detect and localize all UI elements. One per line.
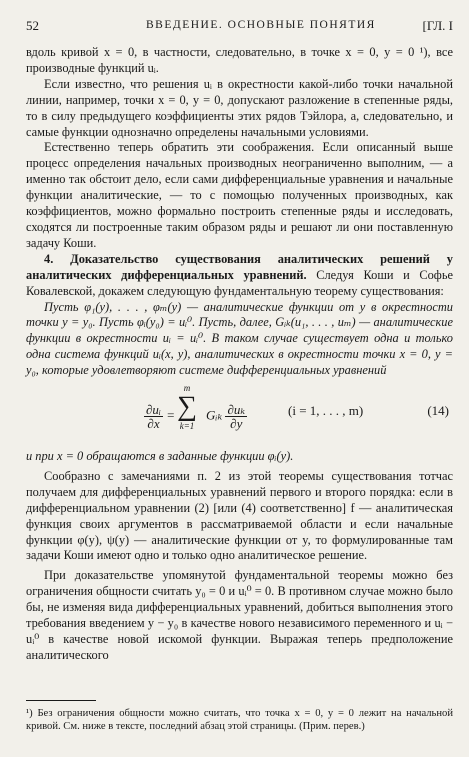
sum-sign: ∑ [177,391,197,423]
equation-number: (14) [427,403,449,419]
paragraph-5: При доказательстве упомянутой фундаментальной теоремы можно без ограничения общности считать y₀ = 0 и uᵢ⁰ = 0. В противном случае можно было бы, не изменяя вида дифференциальных уравнений, добиться выполнения этого требования введением y − y₀ в качестве нового независимого переменного и uᵢ − uᵢ⁰ в качестве новой искомой функции. Выражая теперь предположение аналитического [26,568,453,662]
lhs-numerator: ∂uᵢ [146,402,161,418]
theorem-end: и при x = 0 обращаются в заданные функции φᵢ(y). [26,449,294,464]
sum-lower: k=1 [179,421,195,432]
sum-upper: m [183,383,191,394]
formula-lhs [144,403,175,430]
chapter-label: [ГЛ. I [422,18,453,33]
paragraph-2: Если известно, что решения uᵢ в окрестности какой-либо точки начальной линии, например, точки x = 0, y = 0, допускают разложение в степенные ряды, то в силу предыдущего коэффициенты этих рядов Тэйлора, а, следовательно, и самые функции однозначно определены начальными условиями. [26,76,453,139]
section-intro: Следуя Коши и Софье Ковалевской, докажем следующую фундаментальную теорему существования: [26,267,453,298]
equation-14 [26,383,453,447]
lhs-fraction [144,403,163,430]
page-number: 52 [26,18,39,33]
index-condition: (i = 1, . . . , m) [288,403,364,419]
theorem-statement: Пусть φ₁(y), . . . , φₘ(y) — аналитические функции от y в окрестности точки y = y₀. Пусть φᵢ(y₀) = uᵢ⁰. Пусть, далее, Gᵢₖ(u₁, . . . , uₘ) — аналитические функции в окрестности uᵢ = uᵢ⁰. В таком случае существует одна и только одна система функций uᵢ(x, y), аналитических в окрестности точки x = 0, y = y₀, которые удовлетворяют системе дифференциальных уравнений [26,299,453,378]
summation [176,383,198,431]
paragraph-3: Естественно теперь обратить эти соображения. Если описанный выше процесс определения начальных производных неограниченно выполним, — а именно так обстоит дело, если сами дифференциальные уравнения и начальные функции аналитические, — то с помощью полученных производных, как коэффициентов, можно формально построить степенные ряды и исследовать, сходятся ли построенные таким образом ряды и решают ли они поставленную задачу Коши. [26,140,453,250]
paragraph-1: вдоль кривой x = 0, в частности, следовательно, в точке x = 0, y = 0 ¹), все производные функций uᵢ. [26,45,453,75]
footnote-rule [26,700,96,701]
rhs-numerator: ∂uₖ [227,402,246,418]
section-heading: 4. Доказательство существования аналитических решений у аналитических дифференциальных уравнений. [26,251,453,282]
running-header [26,18,453,40]
footnote: ¹) Без ограничения общности можно считать, что точка x = 0, y = 0 лежит на начальной кривой. См. ниже в тексте, последний абзац этой страницы. (Прим. перев.) [26,708,453,732]
paragraph-4: Сообразно с замечаниями п. 2 из этой теоремы существования тотчас получаем для дифференциальных уравнений первого и второго порядка: если в дифференциальном уравнении (2) [или (4) соответственно] f — аналитическая функция своих аргументов в рассматриваемой области и если начальные функции φ(y), ψ(y) — аналитические функции от y, то формулированные там задачи Коши имеют одно и только одно аналитическое решение. [26,468,453,563]
equals-sign: = [166,407,176,423]
page-body [26,45,453,664]
coefficient: Gᵢₖ [206,407,223,423]
rhs-denominator: ∂y [230,416,243,432]
running-title: ВВЕДЕНИЕ. ОСНОВНЫЕ ПОНЯТИЯ [146,19,376,31]
formula-rhs [206,403,247,430]
lhs-denominator: ∂x [147,416,160,432]
rhs-fraction [225,403,247,430]
section-4 [26,252,453,300]
